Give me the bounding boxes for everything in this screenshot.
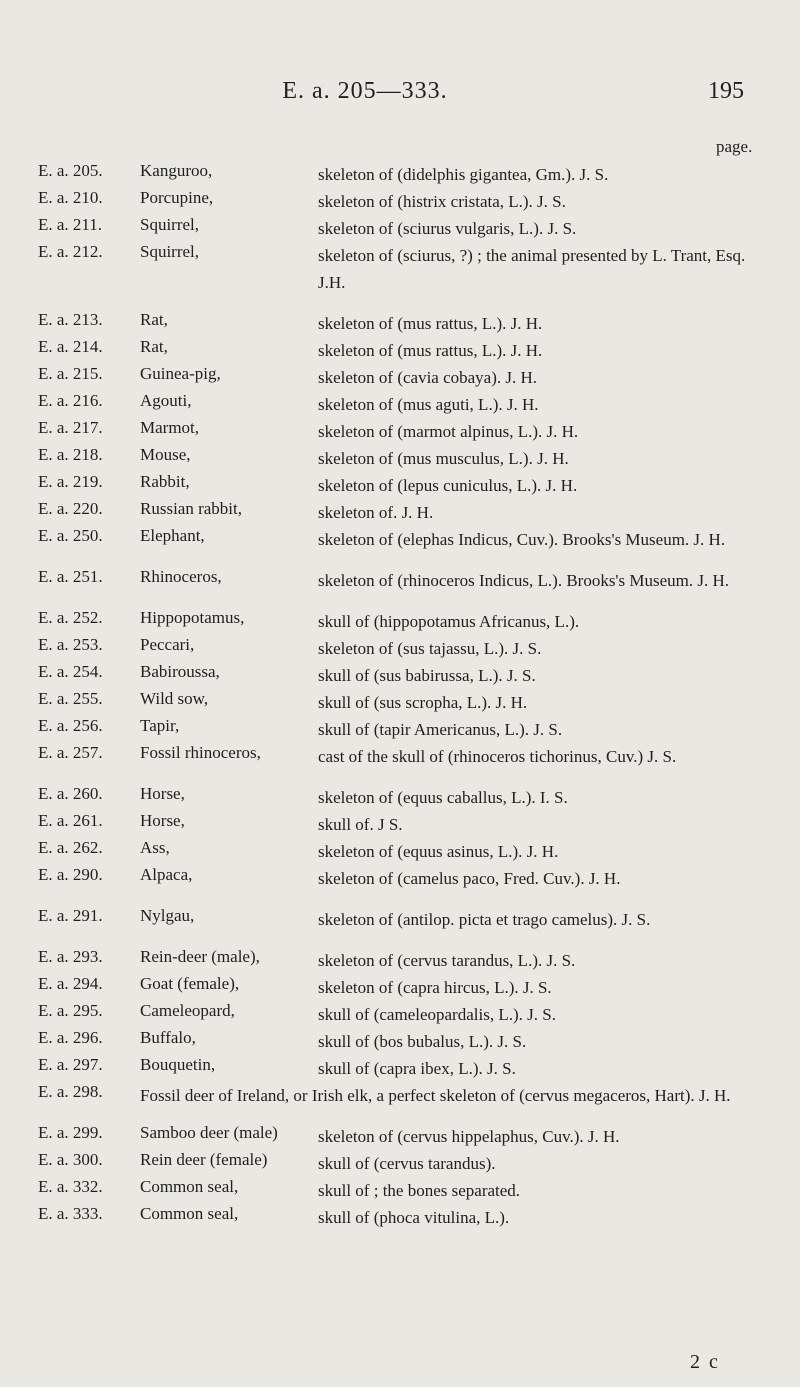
entry-name: Horse, [140, 811, 185, 830]
entry-number: E. a. 294. [38, 974, 103, 993]
catalogue-entry [38, 526, 766, 553]
page-number: 195 [708, 78, 744, 104]
catalogue-entry [38, 418, 766, 445]
entry-number: E. a. 257. [38, 743, 103, 762]
entry-description: skull of (sus babirussa, L.). J. S. [318, 666, 536, 685]
catalogue-entry [38, 364, 766, 391]
entry-description: skeleton of (marmot alpinus, L.). J. H. [318, 422, 579, 441]
catalogue-entry [38, 635, 766, 662]
catalogue-entry [38, 499, 766, 526]
entry-description: Fossil deer of Ireland, or Irish elk, a perfect skeleton of (cervus megaceros, Hart). J. H. [140, 1086, 731, 1105]
catalogue-entry [38, 784, 766, 811]
catalogue-entry [38, 865, 766, 892]
entry-description: skeleton of (equus caballus, L.). I. S. [318, 788, 568, 807]
entry-description: skull of. J S. [318, 815, 403, 834]
catalogue-entry [38, 811, 766, 838]
entry-description: cast of the skull of (rhinoceros tichorinus, Cuv.) J. S. [318, 747, 677, 766]
entry-number: E. a. 252. [38, 608, 103, 627]
entry-description: skeleton of (cervus tarandus, L.). J. S. [318, 951, 576, 970]
entry-name: Rabbit, [140, 472, 190, 491]
entry-number: E. a. 215. [38, 364, 103, 383]
entry-description: skeleton of. J. H. [318, 503, 434, 522]
entry-number: E. a. 299. [38, 1123, 103, 1142]
entry-description: skeleton of (equus asinus, L.). J. H. [318, 842, 559, 861]
catalogue-entry [38, 1082, 766, 1109]
entry-description: skeleton of (rhinoceros Indicus, L.). Brooks's Museum. J. H. [318, 571, 730, 590]
entry-description: skeleton of (elephas Indicus, Cuv.). Brooks's Museum. J. H. [318, 530, 726, 549]
entry-number: E. a. 262. [38, 838, 103, 857]
entry-number: E. a. 216. [38, 391, 103, 410]
catalogue-entry [38, 743, 766, 770]
catalogue-entry [38, 188, 766, 215]
entry-name: Rein-deer (male), [140, 947, 260, 966]
catalogue-entry [38, 445, 766, 472]
entry-name: Porcupine, [140, 188, 214, 207]
entry-description: skeleton of (sciurus, ?) ; the animal presented by L. Trant, Esq. J.H. [318, 246, 746, 292]
entry-number: E. a. 211. [38, 215, 103, 234]
entry-name: Russian rabbit, [140, 499, 242, 518]
entry-name: Squirrel, [140, 242, 200, 261]
entry-description: skull of (cervus tarandus). [318, 1154, 496, 1173]
entry-name: Elephant, [140, 526, 205, 545]
entry-number: E. a. 213. [38, 310, 103, 329]
entry-description: skull of (bos bubalus, L.). J. S. [318, 1032, 527, 1051]
entry-number: E. a. 256. [38, 716, 103, 735]
catalogue-entry [38, 391, 766, 418]
catalogue-entry [38, 310, 766, 337]
entry-name: Common seal, [140, 1177, 239, 1196]
entry-number: E. a. 250. [38, 526, 103, 545]
entry-number: E. a. 218. [38, 445, 103, 464]
entry-number: E. a. 251. [38, 567, 103, 586]
entry-number: E. a. 217. [38, 418, 103, 437]
entry-description: skull of (sus scropha, L.). J. H. [318, 693, 528, 712]
entry-name: Alpaca, [140, 865, 193, 884]
entry-name: Rat, [140, 310, 168, 329]
entry-number: E. a. 300. [38, 1150, 103, 1169]
entry-number: E. a. 261. [38, 811, 103, 830]
entry-name: Agouti, [140, 391, 192, 410]
catalogue-entry [38, 716, 766, 743]
catalogue-entry [38, 838, 766, 865]
entry-description: skull of (cameleopardalis, L.). J. S. [318, 1005, 556, 1024]
entry-name: Rat, [140, 337, 168, 356]
entry-name: Marmot, [140, 418, 200, 437]
catalogue-entry [38, 689, 766, 716]
entry-description: skeleton of (didelphis gigantea, Gm.). J. S. [318, 165, 609, 184]
entry-description: skeleton of (lepus cuniculus, L.). J. H. [318, 476, 578, 495]
entry-description: skeleton of (cervus hippelaphus, Cuv.). J. H. [318, 1127, 620, 1146]
entry-number: E. a. 332. [38, 1177, 103, 1196]
entry-number: E. a. 290. [38, 865, 103, 884]
entry-description: skull of (tapir Americanus, L.). J. S. [318, 720, 563, 739]
page-column-label: page. [716, 137, 753, 156]
entry-number: E. a. 254. [38, 662, 103, 681]
entry-description: skull of (hippopotamus Africanus, L.). [318, 612, 580, 631]
catalogue-list [38, 161, 766, 1231]
page-header [0, 78, 800, 112]
entry-description: skeleton of (mus rattus, L.). J. H. [318, 341, 543, 360]
catalogue-entry [38, 337, 766, 364]
entry-name: Goat (female), [140, 974, 240, 993]
catalogue-entry [38, 161, 766, 188]
entry-description: skeleton of (antilop. picta et trago camelus). J. S. [318, 910, 651, 929]
entry-number: E. a. 255. [38, 689, 103, 708]
entry-number: E. a. 295. [38, 1001, 103, 1020]
signature-mark: 2 c [690, 1351, 720, 1373]
entry-number: E. a. 333. [38, 1204, 103, 1223]
entry-name: Wild sow, [140, 689, 209, 708]
entry-name: Mouse, [140, 445, 191, 464]
entry-name: Horse, [140, 784, 185, 803]
entry-name: Squirrel, [140, 215, 200, 234]
entry-name: Babiroussa, [140, 662, 220, 681]
entry-description: skeleton of (mus aguti, L.). J. H. [318, 395, 539, 414]
catalogue-entry [38, 242, 766, 296]
entry-number: E. a. 298. [38, 1082, 103, 1101]
entry-name: Hippopotamus, [140, 608, 245, 627]
entry-name: Buffalo, [140, 1028, 196, 1047]
entry-description: skull of (phoca vitulina, L.). [318, 1208, 510, 1227]
catalogue-entry [38, 1177, 766, 1204]
catalogue-entry [38, 947, 766, 974]
catalogue-entry [38, 215, 766, 242]
entry-description: skeleton of (camelus paco, Fred. Cuv.). J. H. [318, 869, 621, 888]
entry-description: skull of ; the bones separated. [318, 1181, 521, 1200]
entry-name: Peccari, [140, 635, 195, 654]
entry-number: E. a. 296. [38, 1028, 103, 1047]
catalogue-entry [38, 1150, 766, 1177]
entry-description: skeleton of (mus rattus, L.). J. H. [318, 314, 543, 333]
entry-name: Nylgau, [140, 906, 195, 925]
entry-description: skull of (capra ibex, L.). J. S. [318, 1059, 516, 1078]
catalogue-entry [38, 906, 766, 933]
entry-name: Kanguroo, [140, 161, 213, 180]
entry-number: E. a. 291. [38, 906, 103, 925]
entry-name: Samboo deer (male) [140, 1123, 278, 1142]
catalogue-entry [38, 472, 766, 499]
entry-number: E. a. 260. [38, 784, 103, 803]
entry-number: E. a. 297. [38, 1055, 103, 1074]
entry-description: skeleton of (sciurus vulgaris, L.). J. S. [318, 219, 577, 238]
catalogue-entry [38, 1055, 766, 1082]
catalogue-entry [38, 974, 766, 1001]
entry-description: skeleton of (histrix cristata, L.). J. S. [318, 192, 566, 211]
entry-description: skeleton of (cavia cobaya). J. H. [318, 368, 538, 387]
entry-name: Ass, [140, 838, 170, 857]
catalogue-entry [38, 1028, 766, 1055]
catalogue-entry [38, 1123, 766, 1150]
entry-number: E. a. 205. [38, 161, 103, 180]
entry-description: skeleton of (capra hircus, L.). J. S. [318, 978, 552, 997]
catalogue-entry [38, 1204, 766, 1231]
catalogue-entry [38, 608, 766, 635]
entry-number: E. a. 220. [38, 499, 103, 518]
entry-number: E. a. 212. [38, 242, 103, 261]
entry-description: skeleton of (sus tajassu, L.). J. S. [318, 639, 542, 658]
entry-name: Rhinoceros, [140, 567, 222, 586]
entry-number: E. a. 214. [38, 337, 103, 356]
entry-name: Bouquetin, [140, 1055, 216, 1074]
entry-name: Tapir, [140, 716, 180, 735]
catalogue-entry [38, 567, 766, 594]
running-title: E. a. 205—333. [282, 78, 448, 104]
catalogue-entry [38, 1001, 766, 1028]
entry-name: Cameleopard, [140, 1001, 235, 1020]
entry-number: E. a. 253. [38, 635, 103, 654]
entry-name: Rein deer (female) [140, 1150, 268, 1169]
entry-name: Guinea-pig, [140, 364, 221, 383]
catalogue-entry [38, 662, 766, 689]
entry-name: Common seal, [140, 1204, 239, 1223]
entry-number: E. a. 293. [38, 947, 103, 966]
entry-number: E. a. 219. [38, 472, 103, 491]
entry-name: Fossil rhinoceros, [140, 743, 261, 762]
entry-number: E. a. 210. [38, 188, 103, 207]
entry-description: skeleton of (mus musculus, L.). J. H. [318, 449, 569, 468]
